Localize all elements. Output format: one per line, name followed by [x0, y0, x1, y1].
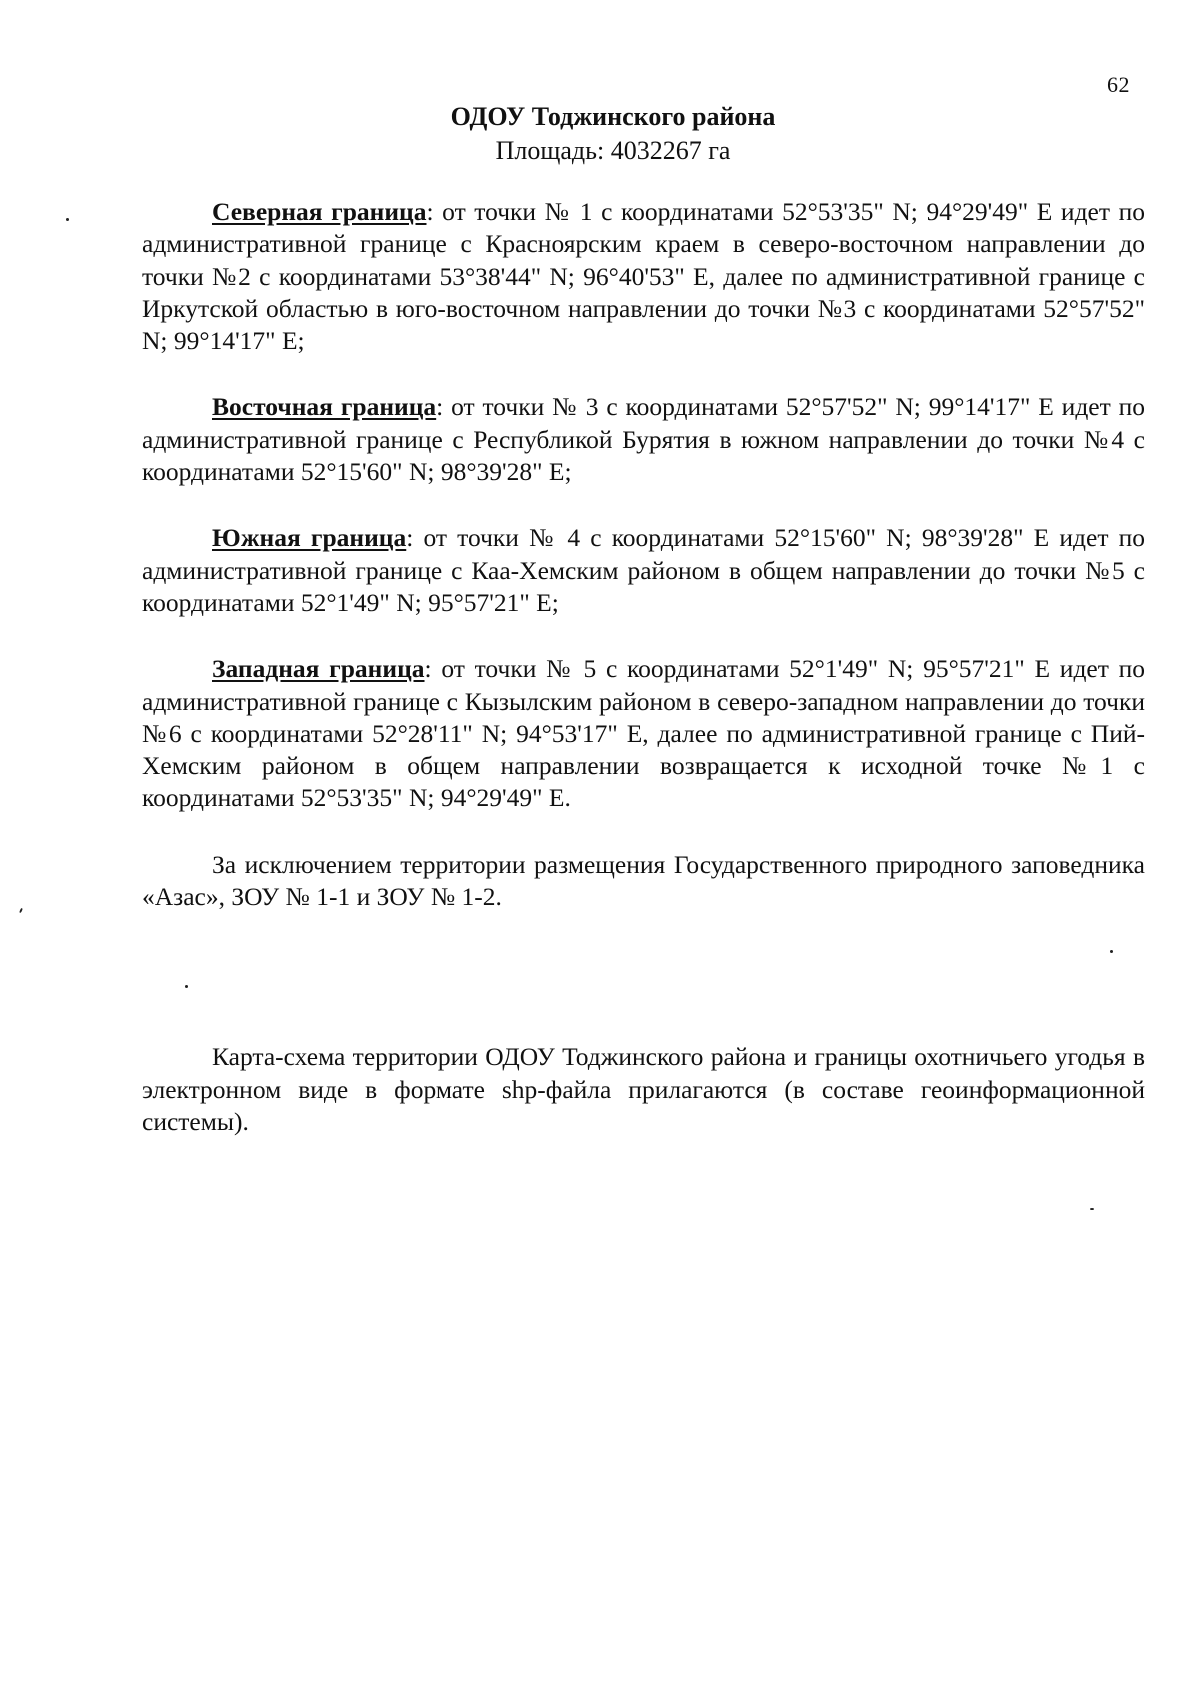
page-number: 62: [1107, 72, 1130, 97]
scan-speck: [1110, 950, 1113, 953]
northern-border-paragraph: [142, 196, 1145, 357]
map-note-paragraph: Карта-схема территории ОДОУ Тоджинского района и границы охотничьего угодья в электронном виде в формате shp-файла прилагаются (в составе геоинформационной системы).: [142, 1042, 1145, 1136]
western-border-heading: Западная граница: [212, 654, 425, 684]
southern-border-paragraph: [142, 522, 1145, 619]
scan-speck: [19, 908, 23, 913]
scan-speck: [185, 985, 188, 988]
exclusion-paragraph: За исключением территории размещения Государственного природного заповедника «Азас», ЗОУ № 1-1 и ЗОУ № 1-2.: [142, 849, 1145, 912]
document-body: [142, 196, 1145, 1172]
western-border-paragraph: [142, 653, 1145, 814]
northern-border-text: : от точки № 1 с координатами 52°53'35" N; 94°29'49" E идет по административной границе с Красноярским краем в северо-восточном направлении до точки №2 с координатами 53°38'44" N; 96°40'53" E, далее по административной границе с Иркутской областью в юго-восточном направлении до точки №3 с координатами 52°57'52" N; 99°14'17" E;: [142, 197, 1145, 356]
southern-border-text: : от точки № 4 с координатами 52°15'60" N; 98°39'28" E идет по административной границе с Каа-Хемским районом в общем направлении до точки №5 с координатами 52°1'49" N; 95°57'21" E;: [142, 523, 1146, 617]
eastern-border-heading: Восточная граница: [212, 392, 437, 422]
document-title: ОДОУ Тоджинского района: [450, 102, 776, 131]
scan-speck: [1090, 1208, 1094, 1210]
document-header: [0, 100, 1200, 168]
northern-border-heading: Северная граница: [212, 197, 427, 226]
eastern-border-text: : от точки № 3 с координатами 52°57'52" N; 99°14'17" E идет по административной границе с Республикой Бурятия в южном направлении до точки №4 с координатами 52°15'60" N; 98°39'28" E;: [142, 392, 1145, 487]
southern-border-heading: Южная граница: [212, 523, 407, 553]
eastern-border-paragraph: [142, 391, 1145, 488]
scan-speck: [66, 218, 69, 221]
area-line: Площадь: 4032267 га: [495, 136, 731, 165]
western-border-text: : от точки № 5 с координатами 52°1'49" N; 95°57'21" E идет по административной границе с Кызылским районом в северо-западном направлении до точки №6 с координатами 52°28'11" N; 94°53'17" E, далее по административной границе с Пий-Хемским районом в общем направлении возвращается к исходной точке №1 с координатами 52°53'35" N; 94°29'49" E.: [142, 654, 1145, 813]
